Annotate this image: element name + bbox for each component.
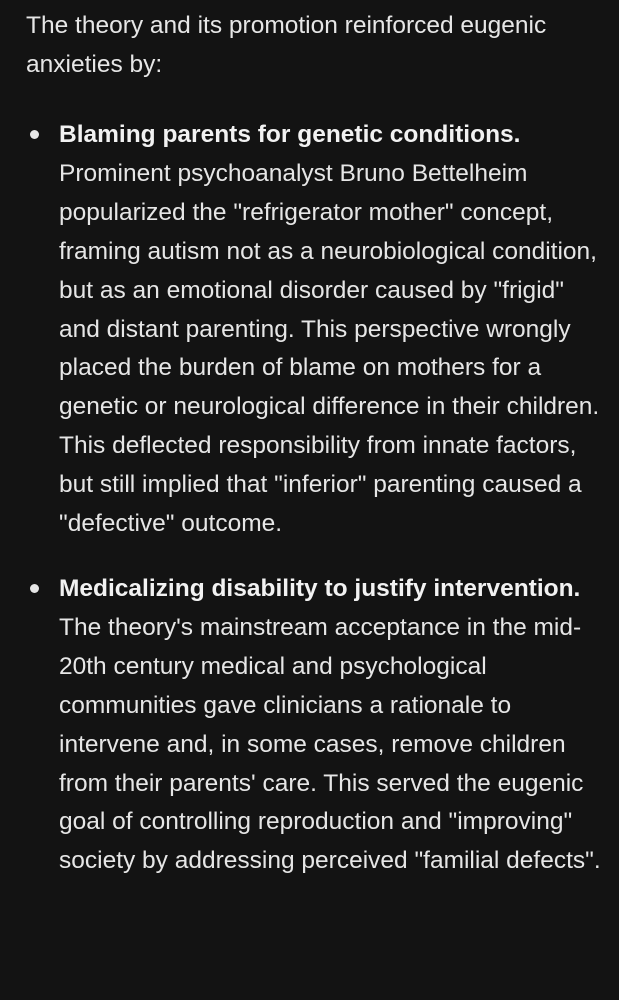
bullet-heading: Blaming parents for genetic conditions. xyxy=(59,121,521,148)
intro-paragraph: The theory and its promotion reinforced eugenic anxieties by: xyxy=(26,12,547,78)
list-item xyxy=(26,570,601,881)
list-item xyxy=(26,116,601,544)
bullet-body: The theory's mainstream acceptance in the mid-20th century medical and psychological communities gave clinicians a rationale to intervene and, in some cases, remove children from their parents' care. This served the eugenic goal of controlling reproduction and "improving" society by addressing perceived "familial defects". xyxy=(59,613,601,875)
bullet-list xyxy=(26,116,601,881)
bullet-dot-icon xyxy=(30,130,39,139)
bullet-heading: Medicalizing disability to justify intervention. xyxy=(59,574,581,602)
bullet-body: Prominent psychoanalyst Bruno Bettelheim popularized the "refrigerator mother" concept, framing autism not as a neurobiological condition, but as an emotional disorder caused by "frigid" and distant parenting. This perspective wrongly placed the burden of blame on mothers for a genetic or neurological difference in their children. This deflected responsibility from innate factors, but still implied that "inferior" parenting caused a "defective" outcome. xyxy=(59,159,600,538)
bullet-dot-icon xyxy=(30,584,39,593)
